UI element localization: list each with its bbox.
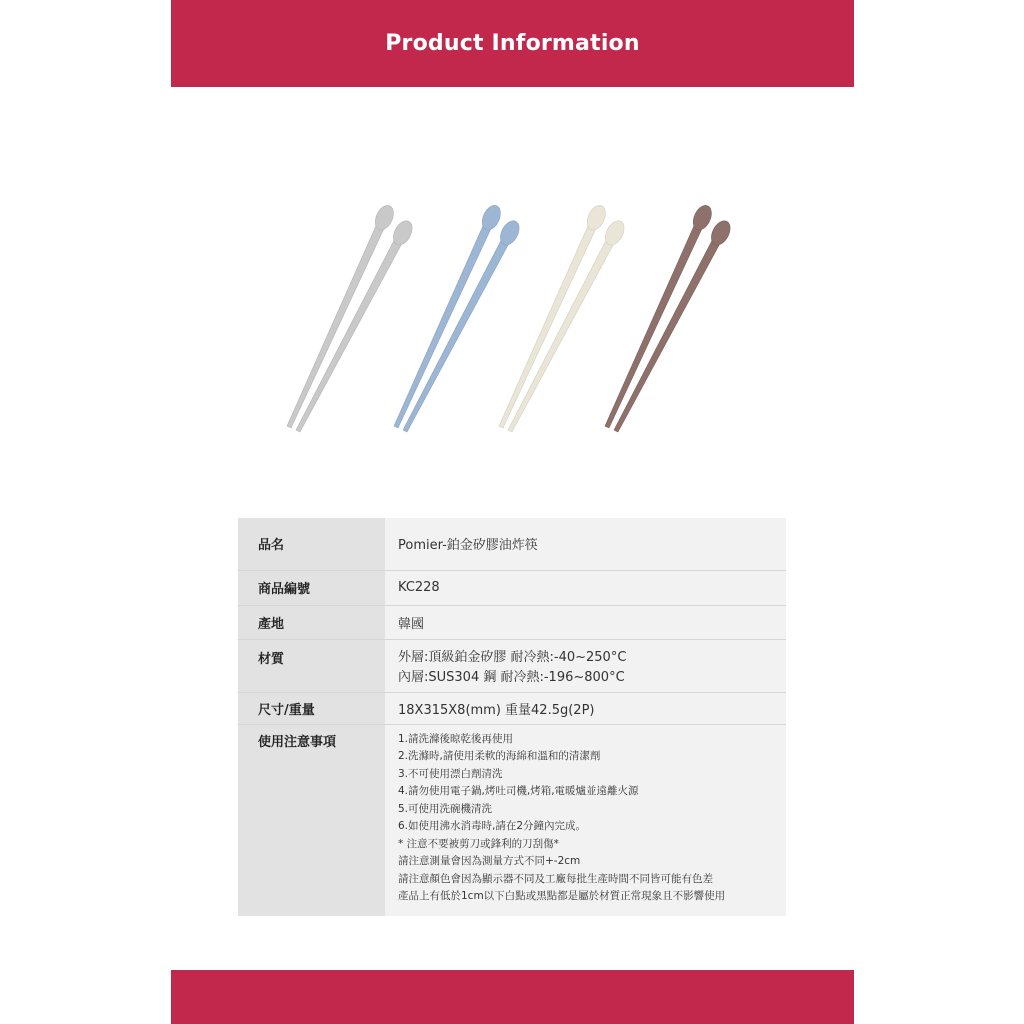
spec-value-size: 18X315X8(mm) 重量42.5g(2P): [385, 692, 786, 724]
spec-row-name: [238, 518, 786, 570]
spec-row-notes: [238, 724, 786, 916]
material-line: 外層:頂級鉑金矽膠 耐冷熱:-40~250°C: [398, 649, 627, 665]
notes-line: 4.請勿使用電子鍋,烤吐司機,烤箱,電暖爐並遠離火源: [398, 785, 639, 797]
chopstick-pair-cream: [499, 203, 628, 432]
notes-line: 產品上有低於1cm以下白點或黑點都是屬於材質正常現象且不影響使用: [398, 890, 726, 902]
notes-line: 5.可使用洗碗機清洗: [398, 802, 493, 815]
chopstick-pair-brown: [605, 203, 734, 432]
spec-value-code: KC228: [385, 570, 786, 605]
header-banner: [171, 0, 854, 87]
spec-label-code: 商品編號: [238, 570, 385, 605]
spec-value-name: Pomier-鉑金矽膠油炸筷: [385, 518, 786, 570]
notes-line: 請注意顏色會因為顯示器不同及工廠每批生產時間不同皆可能有色差: [398, 872, 713, 885]
product-info-page: [171, 0, 854, 1024]
spec-value-material: [385, 639, 786, 692]
spec-value-notes: [385, 724, 786, 916]
spec-row-origin: [238, 605, 786, 639]
spec-label-name: 品名: [238, 518, 385, 570]
material-line: 內層:SUS304 鋼 耐冷熱:-196~800°C: [398, 669, 625, 685]
footer-banner: [171, 970, 854, 1024]
notes-line: 2.洗滌時,請使用柔軟的海綿和溫和的清潔劑: [398, 750, 601, 762]
notes-line: 3.不可使用漂白劑清洗: [398, 767, 503, 780]
notes-line: 6.如使用沸水消毒時,請在2分鐘內完成。: [398, 820, 587, 832]
spec-row-size: [238, 692, 786, 724]
spec-table: [238, 518, 786, 916]
notes-line: * 注意不要被剪刀或鋒利的刀刮傷*: [398, 837, 559, 850]
spec-value-origin: 韓國: [385, 605, 786, 639]
spec-row-code: [238, 570, 786, 605]
spec-label-origin: 產地: [238, 605, 385, 639]
spec-label-notes: 使用注意事項: [238, 724, 385, 916]
chopstick-pair-blue: [394, 203, 523, 432]
chopstick-pair-gray: [287, 203, 416, 432]
chopsticks-product-image: [271, 195, 771, 445]
spec-label-material: 材質: [238, 639, 385, 692]
notes-line: 請注意測量會因為測量方式不同+-2cm: [398, 855, 581, 867]
notes-line: 1.請洗滌後晾乾後再使用: [398, 732, 514, 745]
spec-row-material: [238, 639, 786, 692]
page-title: Product Information: [385, 31, 640, 56]
spec-label-size: 尺寸/重量: [238, 692, 385, 724]
